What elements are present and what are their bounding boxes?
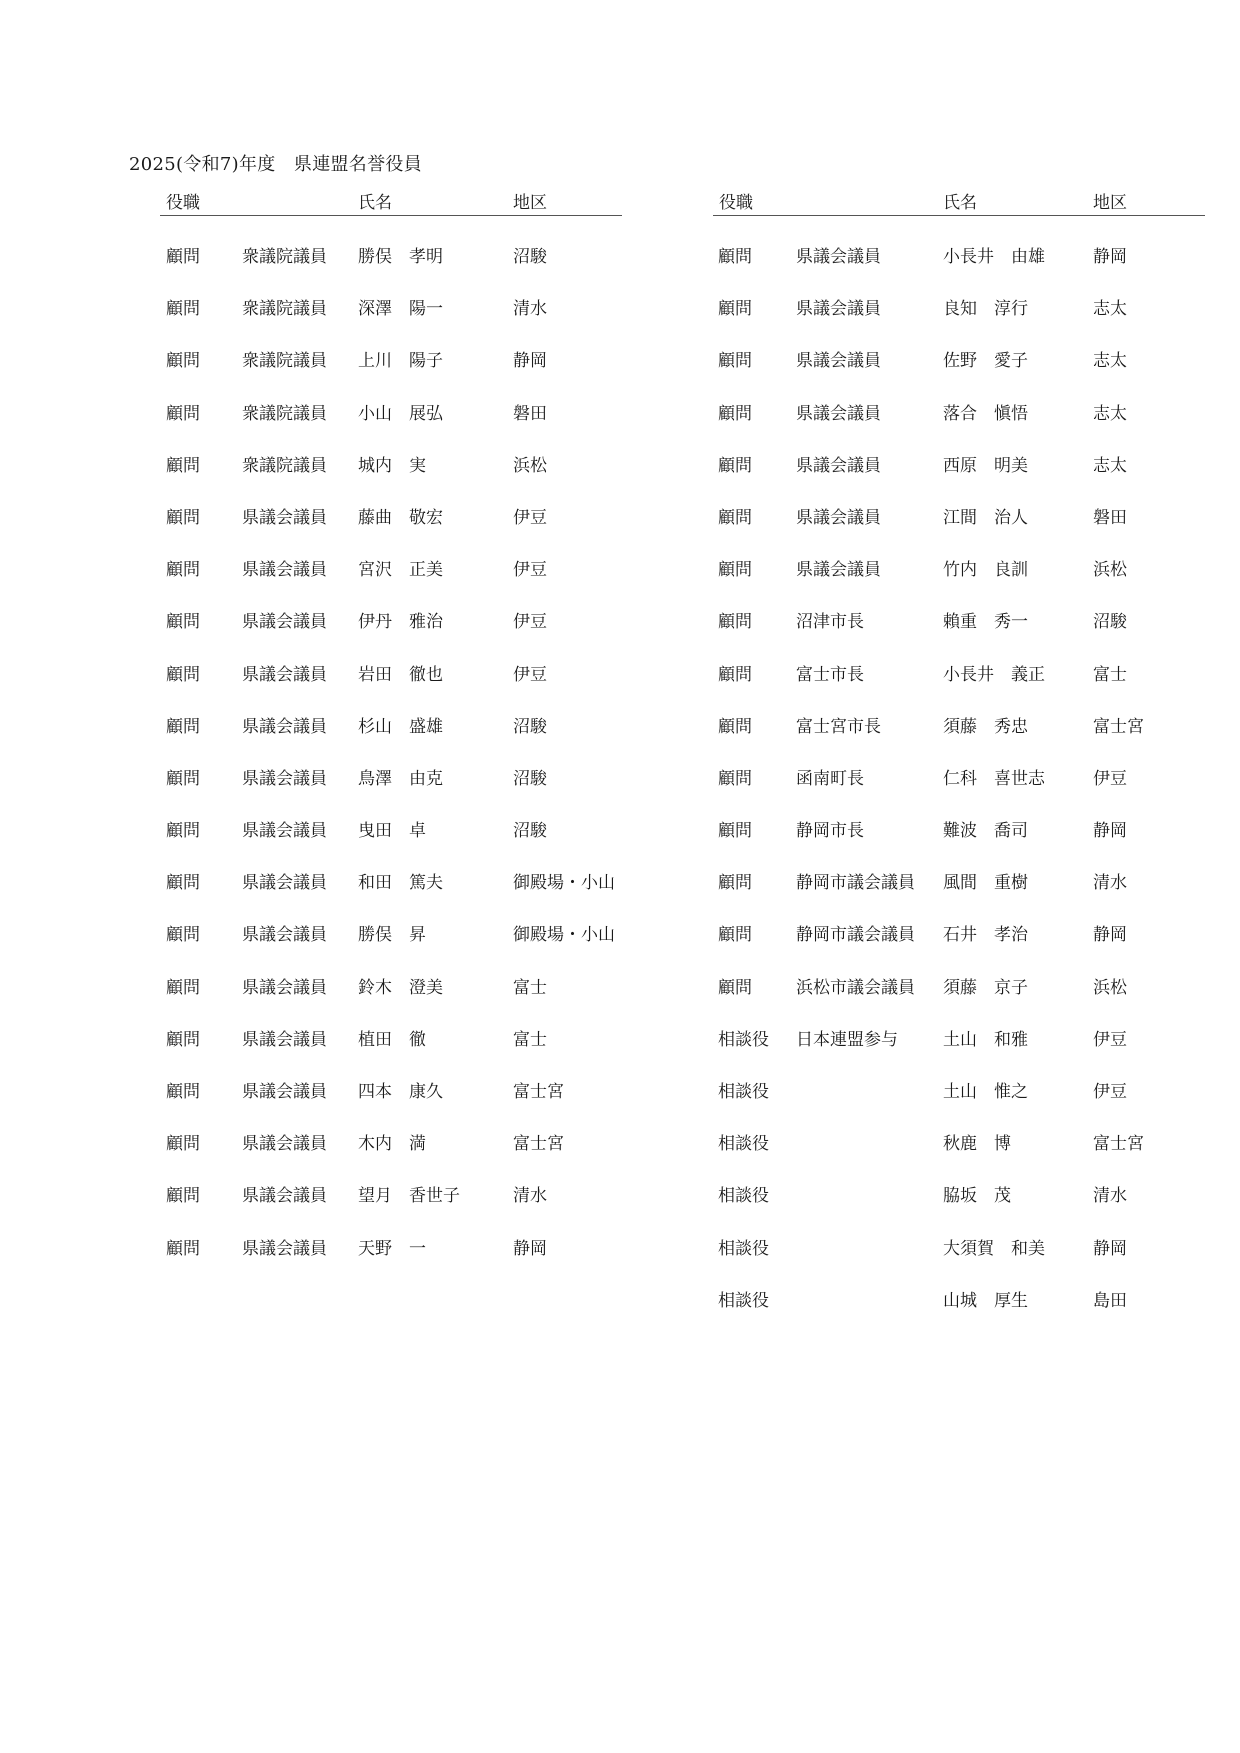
cell-title: 富士宮市長 xyxy=(796,716,881,737)
table-row xyxy=(160,373,622,425)
cell-title: 県議会議員 xyxy=(796,299,881,320)
table-row xyxy=(713,738,1205,790)
table-row xyxy=(713,999,1205,1051)
table-row xyxy=(713,425,1205,477)
cell-role: 顧問 xyxy=(718,821,752,842)
cell-name: 江間 治人 xyxy=(943,507,1028,528)
cell-name: 須藤 京子 xyxy=(943,977,1028,998)
cell-area: 浜松 xyxy=(1093,977,1127,998)
table-row xyxy=(160,1051,622,1103)
cell-area: 伊豆 xyxy=(513,664,547,685)
table-row xyxy=(160,790,622,842)
cell-title: 静岡市議会議員 xyxy=(796,925,915,946)
table-row xyxy=(160,1155,622,1207)
cell-title: 県議会議員 xyxy=(242,873,327,894)
table-row xyxy=(713,1208,1205,1260)
cell-role: 顧問 xyxy=(166,1186,200,1207)
cell-area: 富士宮 xyxy=(513,1082,564,1102)
cell-title: 県議会議員 xyxy=(796,507,881,528)
cell-title: 衆議院議員 xyxy=(242,455,327,476)
cell-area: 伊豆 xyxy=(1093,1082,1127,1102)
cell-name: 岩田 徹也 xyxy=(358,664,443,685)
cell-name: 仁科 喜世志 xyxy=(943,768,1045,789)
cell-name: 伊丹 雅治 xyxy=(358,612,443,633)
cell-title: 県議会議員 xyxy=(242,1238,327,1259)
cell-area: 静岡 xyxy=(1093,247,1127,267)
table-row xyxy=(160,842,622,894)
cell-name: 上川 陽子 xyxy=(358,351,443,372)
cell-name: 城内 実 xyxy=(358,455,426,476)
table-row xyxy=(713,894,1205,946)
cell-name: 秋鹿 博 xyxy=(943,1134,1011,1155)
cell-area: 志太 xyxy=(1093,299,1127,320)
cell-name: 佐野 愛子 xyxy=(943,351,1028,372)
table-row xyxy=(713,842,1205,894)
cell-name: 和田 篤夫 xyxy=(358,873,443,894)
cell-name: 深澤 陽一 xyxy=(358,299,443,320)
header-name: 氏名 xyxy=(358,193,392,213)
cell-title: 県議会議員 xyxy=(242,1186,327,1207)
cell-role: 顧問 xyxy=(166,925,200,946)
cell-name: 大須賀 和美 xyxy=(943,1238,1045,1259)
cell-name: 竹内 良訓 xyxy=(943,560,1028,581)
table-row xyxy=(713,477,1205,529)
cell-role: 顧問 xyxy=(166,247,200,267)
cell-area: 沼駿 xyxy=(513,821,547,842)
cell-title: 県議会議員 xyxy=(242,560,327,581)
cell-title: 県議会議員 xyxy=(242,768,327,789)
cell-area: 浜松 xyxy=(513,455,547,476)
cell-area: 伊豆 xyxy=(513,560,547,581)
cell-name: 脇坂 茂 xyxy=(943,1186,1011,1207)
table-header xyxy=(713,185,1205,216)
cell-role: 顧問 xyxy=(166,1029,200,1050)
cell-area: 清水 xyxy=(513,299,547,320)
cell-title: 静岡市長 xyxy=(796,821,864,842)
cell-name: 勝俣 孝明 xyxy=(358,247,443,267)
cell-name: 須藤 秀忠 xyxy=(943,716,1028,737)
cell-role: 顧問 xyxy=(166,873,200,894)
table-row xyxy=(160,581,622,633)
cell-name: 土山 惟之 xyxy=(943,1082,1028,1102)
table-row xyxy=(160,425,622,477)
table-row xyxy=(160,1103,622,1155)
table-row xyxy=(160,894,622,946)
cell-title: 県議会議員 xyxy=(242,612,327,633)
cell-role: 相談役 xyxy=(718,1290,769,1311)
cell-role: 顧問 xyxy=(166,977,200,998)
cell-role: 顧問 xyxy=(166,821,200,842)
header-role: 役職 xyxy=(166,193,200,213)
cell-title: 日本連盟参与 xyxy=(796,1029,898,1050)
table-row xyxy=(713,634,1205,686)
cell-area: 御殿場・小山 xyxy=(513,873,615,894)
cell-role: 顧問 xyxy=(166,716,200,737)
cell-title: 衆議院議員 xyxy=(242,299,327,320)
cell-area: 静岡 xyxy=(513,351,547,372)
cell-area: 磐田 xyxy=(1093,507,1127,528)
cell-title: 県議会議員 xyxy=(242,1082,327,1102)
cell-role: 顧問 xyxy=(166,664,200,685)
cell-role: 顧問 xyxy=(718,768,752,789)
header-area: 地区 xyxy=(1093,193,1127,213)
cell-area: 伊豆 xyxy=(513,507,547,528)
header-role: 役職 xyxy=(719,193,753,213)
cell-area: 清水 xyxy=(1093,873,1127,894)
cell-area: 島田 xyxy=(1093,1290,1127,1311)
cell-name: 落合 愼悟 xyxy=(943,403,1028,424)
cell-name: 勝俣 昇 xyxy=(358,925,426,946)
table-row xyxy=(160,529,622,581)
cell-title: 県議会議員 xyxy=(242,664,327,685)
cell-role: 顧問 xyxy=(166,403,200,424)
cell-role: 顧問 xyxy=(718,560,752,581)
cell-title: 県議会議員 xyxy=(796,560,881,581)
cell-area: 沼駿 xyxy=(513,247,547,267)
cell-name: 山城 厚生 xyxy=(943,1290,1028,1311)
cell-name: 木内 満 xyxy=(358,1134,426,1155)
table-row xyxy=(713,268,1205,320)
table-row xyxy=(160,477,622,529)
table-row xyxy=(160,947,622,999)
cell-name: 良知 淳行 xyxy=(943,299,1028,320)
cell-name: 西原 明美 xyxy=(943,455,1028,476)
cell-role: 顧問 xyxy=(166,612,200,633)
cell-title: 県議会議員 xyxy=(796,455,881,476)
table-header xyxy=(160,185,622,216)
table-row xyxy=(160,634,622,686)
table-row xyxy=(160,216,622,268)
table-row xyxy=(713,581,1205,633)
cell-title: 県議会議員 xyxy=(242,977,327,998)
table-row xyxy=(713,947,1205,999)
table-row xyxy=(160,1208,622,1260)
cell-title: 衆議院議員 xyxy=(242,403,327,424)
cell-name: 望月 香世子 xyxy=(358,1186,460,1207)
cell-area: 富士宮 xyxy=(513,1134,564,1155)
table-row xyxy=(713,790,1205,842)
table-body xyxy=(160,216,622,1260)
cell-area: 富士宮 xyxy=(1093,1134,1144,1155)
cell-title: 県議会議員 xyxy=(242,821,327,842)
cell-title: 県議会議員 xyxy=(242,1134,327,1155)
table-row xyxy=(160,686,622,738)
cell-name: 小山 展弘 xyxy=(358,403,443,424)
cell-name: 曳田 卓 xyxy=(358,821,426,842)
cell-name: 鳥澤 由克 xyxy=(358,768,443,789)
cell-title: 県議会議員 xyxy=(242,716,327,737)
cell-area: 清水 xyxy=(1093,1186,1127,1207)
table-row xyxy=(160,320,622,372)
table-row xyxy=(160,268,622,320)
cell-role: 顧問 xyxy=(718,612,752,633)
cell-title: 浜松市議会議員 xyxy=(796,977,915,998)
cell-name: 小長井 義正 xyxy=(943,664,1045,685)
cell-role: 顧問 xyxy=(166,351,200,372)
cell-role: 顧問 xyxy=(166,1082,200,1102)
table-row xyxy=(713,1103,1205,1155)
cell-role: 相談役 xyxy=(718,1238,769,1259)
cell-area: 静岡 xyxy=(1093,821,1127,842)
cell-area: 志太 xyxy=(1093,351,1127,372)
cell-area: 静岡 xyxy=(1093,1238,1127,1259)
cell-role: 顧問 xyxy=(718,664,752,685)
cell-area: 静岡 xyxy=(1093,925,1127,946)
cell-title: 富士市長 xyxy=(796,664,864,685)
table-row xyxy=(160,738,622,790)
cell-area: 静岡 xyxy=(513,1238,547,1259)
cell-title: 県議会議員 xyxy=(796,247,881,267)
cell-role: 顧問 xyxy=(718,716,752,737)
cell-area: 清水 xyxy=(513,1186,547,1207)
cell-area: 富士宮 xyxy=(1093,716,1144,737)
cell-area: 磐田 xyxy=(513,403,547,424)
cell-area: 富士 xyxy=(513,1029,547,1050)
cell-role: 顧問 xyxy=(166,560,200,581)
cell-role: 顧問 xyxy=(718,455,752,476)
cell-role: 顧問 xyxy=(718,403,752,424)
cell-title: 県議会議員 xyxy=(242,1029,327,1050)
cell-area: 富士 xyxy=(1093,664,1127,685)
cell-name: 藤曲 敬宏 xyxy=(358,507,443,528)
cell-title: 沼津市長 xyxy=(796,612,864,633)
cell-title: 県議会議員 xyxy=(242,507,327,528)
table-row xyxy=(713,320,1205,372)
cell-role: 顧問 xyxy=(718,873,752,894)
cell-name: 宮沢 正美 xyxy=(358,560,443,581)
cell-area: 富士 xyxy=(513,977,547,998)
table-body xyxy=(713,216,1205,1312)
cell-area: 伊豆 xyxy=(1093,1029,1127,1050)
cell-title: 函南町長 xyxy=(796,768,864,789)
cell-area: 浜松 xyxy=(1093,560,1127,581)
cell-area: 伊豆 xyxy=(513,612,547,633)
cell-role: 相談役 xyxy=(718,1029,769,1050)
cell-name: 石井 孝治 xyxy=(943,925,1028,946)
table-row xyxy=(160,999,622,1051)
cell-area: 御殿場・小山 xyxy=(513,925,615,946)
cell-role: 相談役 xyxy=(718,1186,769,1207)
cell-role: 顧問 xyxy=(718,925,752,946)
table-row xyxy=(713,686,1205,738)
cell-area: 伊豆 xyxy=(1093,768,1127,789)
header-name: 氏名 xyxy=(943,193,977,213)
cell-name: 風間 重樹 xyxy=(943,873,1028,894)
cell-name: 天野 一 xyxy=(358,1238,426,1259)
cell-role: 顧問 xyxy=(166,1134,200,1155)
cell-name: 杉山 盛雄 xyxy=(358,716,443,737)
cell-title: 静岡市議会議員 xyxy=(796,873,915,894)
cell-area: 沼駿 xyxy=(513,768,547,789)
cell-title: 衆議院議員 xyxy=(242,247,327,267)
cell-name: 四本 康久 xyxy=(358,1082,443,1102)
cell-name: 土山 和雅 xyxy=(943,1029,1028,1050)
cell-title: 県議会議員 xyxy=(242,925,327,946)
cell-role: 相談役 xyxy=(718,1134,769,1155)
cell-role: 相談役 xyxy=(718,1082,769,1102)
cell-name: 賴重 秀一 xyxy=(943,612,1028,633)
table-row xyxy=(713,529,1205,581)
cell-name: 鈴木 澄美 xyxy=(358,977,443,998)
cell-title: 県議会議員 xyxy=(796,351,881,372)
table-row xyxy=(713,1155,1205,1207)
cell-role: 顧問 xyxy=(718,977,752,998)
table-row xyxy=(713,1260,1205,1312)
cell-area: 沼駿 xyxy=(513,716,547,737)
cell-name: 難波 喬司 xyxy=(943,821,1028,842)
officers-table-left xyxy=(160,185,622,1260)
document-title: 2025(令和7)年度 県連盟名誉役員 xyxy=(129,154,423,175)
cell-name: 植田 徹 xyxy=(358,1029,426,1050)
cell-role: 顧問 xyxy=(718,351,752,372)
cell-role: 顧問 xyxy=(718,507,752,528)
cell-area: 沼駿 xyxy=(1093,612,1127,633)
cell-role: 顧問 xyxy=(166,507,200,528)
officers-table-right xyxy=(713,185,1205,1312)
cell-name: 小長井 由雄 xyxy=(943,247,1045,267)
table-row xyxy=(713,1051,1205,1103)
cell-role: 顧問 xyxy=(166,1238,200,1259)
cell-role: 顧問 xyxy=(166,768,200,789)
cell-title: 衆議院議員 xyxy=(242,351,327,372)
cell-title: 県議会議員 xyxy=(796,403,881,424)
cell-role: 顧問 xyxy=(718,299,752,320)
header-area: 地区 xyxy=(513,193,547,213)
cell-role: 顧問 xyxy=(718,247,752,267)
cell-area: 志太 xyxy=(1093,403,1127,424)
cell-role: 顧問 xyxy=(166,299,200,320)
cell-role: 顧問 xyxy=(166,455,200,476)
table-row xyxy=(713,373,1205,425)
table-row xyxy=(713,216,1205,268)
cell-area: 志太 xyxy=(1093,455,1127,476)
